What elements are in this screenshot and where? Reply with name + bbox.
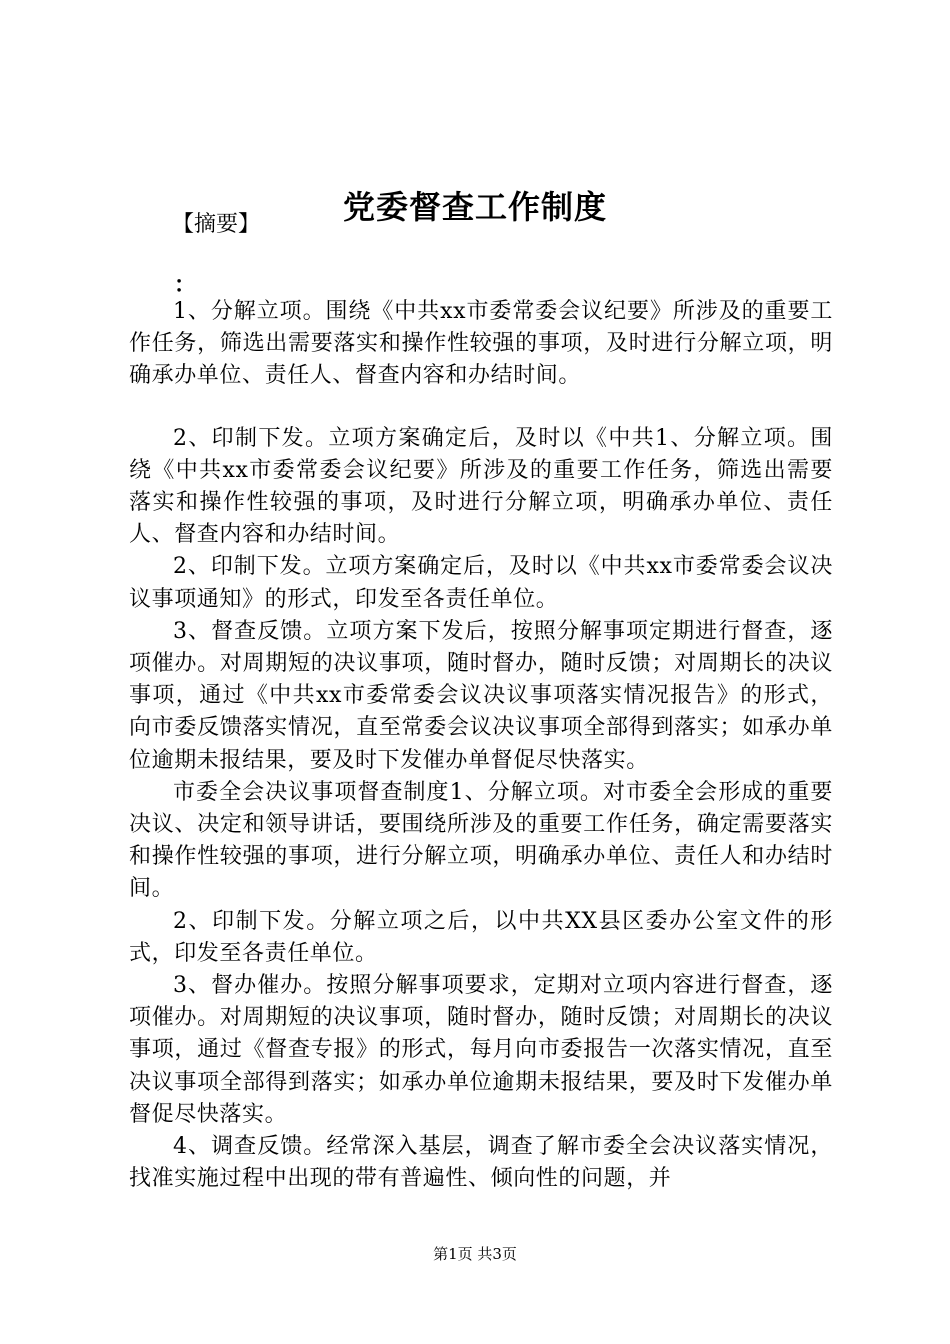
- paragraph-2: 2、印制下发。立项方案确定后，及时以《中共1、分解立项。围绕《中共xx市委常委会议纪要》所涉及的重要工作任务，筛选出需要落实和操作性较强的事项，及时进行分解立项，明确承办单位、责任人、督查内容和办结时间。: [129, 425, 833, 548]
- document-title: 党委督查工作制度: [342, 188, 607, 226]
- document-body: [129, 296, 833, 1195]
- paragraph-5: 市委全会决议事项督查制度1、分解立项。对市委全会形成的重要决议、决定和领导讲话，要围绕所涉及的重要工作任务，确定需要落实和操作性较强的事项，进行分解立项，明确承办单位、责任人和办结时间。: [129, 779, 833, 902]
- abstract-label: 【摘要】: [172, 212, 261, 237]
- page-footer: 第1页 共3页: [433, 1245, 517, 1263]
- paragraph-1: 1、分解立项。围绕《中共xx市委常委会议纪要》所涉及的重要工作任务，筛选出需要落实和操作性较强的事项，及时进行分解立项，明确承办单位、责任人、督查内容和办结时间。: [129, 299, 833, 389]
- paragraph-3: 2、印制下发。立项方案确定后，及时以《中共xx市委常委会议决议事项通知》的形式，印发至各责任单位。: [129, 554, 833, 612]
- paragraph-7: 3、督办催办。按照分解事项要求，定期对立项内容进行督查，逐项催办。对周期短的决议事项，随时督办，随时反馈；对周期长的决议事项，通过《督查专报》的形式，每月向市委报告一次落实情况，直至决议事项全部得到落实；如承办单位逾期未报结果，要及时下发催办单督促尽快落实。: [129, 973, 833, 1127]
- paragraph-8: 4、调查反馈。经常深入基层，调查了解市委全会决议落实情况，找准实施过程中出现的带有普遍性、倾向性的问题，并: [129, 1134, 833, 1192]
- abstract-colon: ：: [174, 272, 197, 298]
- paragraph-4: 3、督查反馈。立项方案下发后，按照分解事项定期进行督查，逐项催办。对周期短的决议事项，随时督办，随时反馈；对周期长的决议事项，通过《中共xx市委常委会议决议事项落实情况报告》的形式，向市委反馈落实情况，直至常委会议决议事项全部得到落实；如承办单位逾期未报结果，要及时下发催办单督促尽快落实。: [129, 618, 833, 773]
- paragraph-6: 2、印制下发。分解立项之后，以中共XX县区委办公室文件的形式，印发至各责任单位。: [129, 908, 833, 966]
